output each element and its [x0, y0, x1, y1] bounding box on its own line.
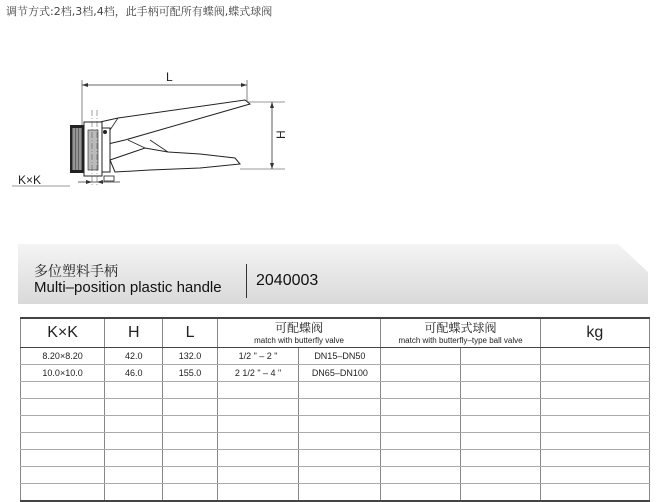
product-code: 2040003: [256, 272, 319, 289]
header-kg: kg: [540, 318, 649, 348]
cell-ball-1: [381, 348, 461, 365]
cell-ball-1: [381, 382, 461, 399]
cell-kk: [21, 450, 105, 467]
cell-kg: [540, 484, 649, 502]
cell-ball-1: [381, 365, 461, 382]
header-ball-valve: 可配蝶式球阀 match with butterfly–type ball valve: [381, 318, 540, 348]
cell-kk: 8.20×8.20: [21, 348, 105, 365]
table-row: [21, 416, 650, 433]
cell-kg: [540, 365, 649, 382]
cell-l: [163, 416, 217, 433]
header-l: L: [163, 318, 217, 348]
cell-l: [163, 467, 217, 484]
label-kk: K×K: [18, 173, 42, 187]
upper-lever: [100, 100, 250, 144]
cell-size: [217, 433, 299, 450]
cell-ball-1: [381, 433, 461, 450]
cell-l: 155.0: [163, 365, 217, 382]
cell-kg: [540, 450, 649, 467]
title-divider: [246, 264, 247, 298]
cell-dn: DN65–DN100: [299, 365, 381, 382]
table-row: [21, 484, 650, 502]
cell-kk: [21, 399, 105, 416]
cell-h: 46.0: [105, 365, 163, 382]
header-kk: K×K: [21, 318, 105, 348]
header-butterfly: 可配蝶阀 match with butterfly valve: [217, 318, 381, 348]
cell-size: [217, 382, 299, 399]
adjustment-note: 调节方式:2档,3档,4档，此手柄可配所有蝶阀,蝶式球阀: [6, 5, 273, 18]
spec-table: [20, 317, 650, 502]
cell-size: [217, 450, 299, 467]
cell-kk: [21, 382, 105, 399]
table-row: [21, 365, 650, 382]
cell-ball-2: [461, 450, 541, 467]
cell-ball-2: [461, 484, 541, 502]
cell-h: [105, 450, 163, 467]
cell-kk: [21, 467, 105, 484]
cell-kg: [540, 399, 649, 416]
cell-h: [105, 484, 163, 502]
cell-size: [217, 416, 299, 433]
cell-l: 132.0: [163, 348, 217, 365]
cell-ball-2: [461, 382, 541, 399]
cell-l: [163, 450, 217, 467]
cell-h: [105, 433, 163, 450]
cell-ball-1: [381, 450, 461, 467]
cell-ball-2: [461, 348, 541, 365]
cell-ball-2: [461, 365, 541, 382]
table-row: [21, 399, 650, 416]
cell-kg: [540, 416, 649, 433]
cell-ball-2: [461, 399, 541, 416]
cell-dn: [299, 433, 381, 450]
cell-kk: [21, 416, 105, 433]
cell-dn: [299, 450, 381, 467]
cell-dn: [299, 484, 381, 502]
cell-l: [163, 484, 217, 502]
cell-kk: 10.0×10.0: [21, 365, 105, 382]
cell-dn: [299, 416, 381, 433]
cell-h: [105, 399, 163, 416]
table-row: [21, 433, 650, 450]
handle-drawing: [0, 40, 330, 230]
cell-l: [163, 382, 217, 399]
cell-ball-1: [381, 416, 461, 433]
cell-kk: [21, 433, 105, 450]
cell-kg: [540, 433, 649, 450]
product-title-banner: [18, 244, 648, 304]
cell-h: [105, 467, 163, 484]
table-row: [21, 382, 650, 399]
product-title-cn: 多位塑料手柄: [34, 264, 118, 280]
cell-ball-1: [381, 399, 461, 416]
cell-ball-2: [461, 433, 541, 450]
cell-kk: [21, 484, 105, 502]
table-row: [21, 467, 650, 484]
table-row: [21, 348, 650, 365]
lower-trigger: [110, 148, 240, 172]
cell-size: [217, 467, 299, 484]
cell-h: [105, 416, 163, 433]
label-l: L: [166, 70, 173, 84]
table-row: [21, 450, 650, 467]
cell-dn: [299, 467, 381, 484]
cell-l: [163, 399, 217, 416]
cell-size: 1/2 " – 2 ": [217, 348, 299, 365]
cell-kg: [540, 467, 649, 484]
cell-ball-1: [381, 484, 461, 502]
label-h: H: [274, 130, 288, 139]
cell-dn: [299, 382, 381, 399]
cell-ball-2: [461, 467, 541, 484]
cell-ball-1: [381, 467, 461, 484]
cell-dn: DN15–DN50: [299, 348, 381, 365]
cell-dn: [299, 399, 381, 416]
cell-l: [163, 433, 217, 450]
cell-kg: [540, 382, 649, 399]
cell-h: 42.0: [105, 348, 163, 365]
cell-size: [217, 484, 299, 502]
cell-size: [217, 399, 299, 416]
cell-size: 2 1/2 " – 4 ": [217, 365, 299, 382]
cell-ball-2: [461, 416, 541, 433]
cell-kg: [540, 348, 649, 365]
product-title-en: Multi–position plastic handle: [34, 279, 222, 296]
cell-h: [105, 382, 163, 399]
header-h: H: [105, 318, 163, 348]
